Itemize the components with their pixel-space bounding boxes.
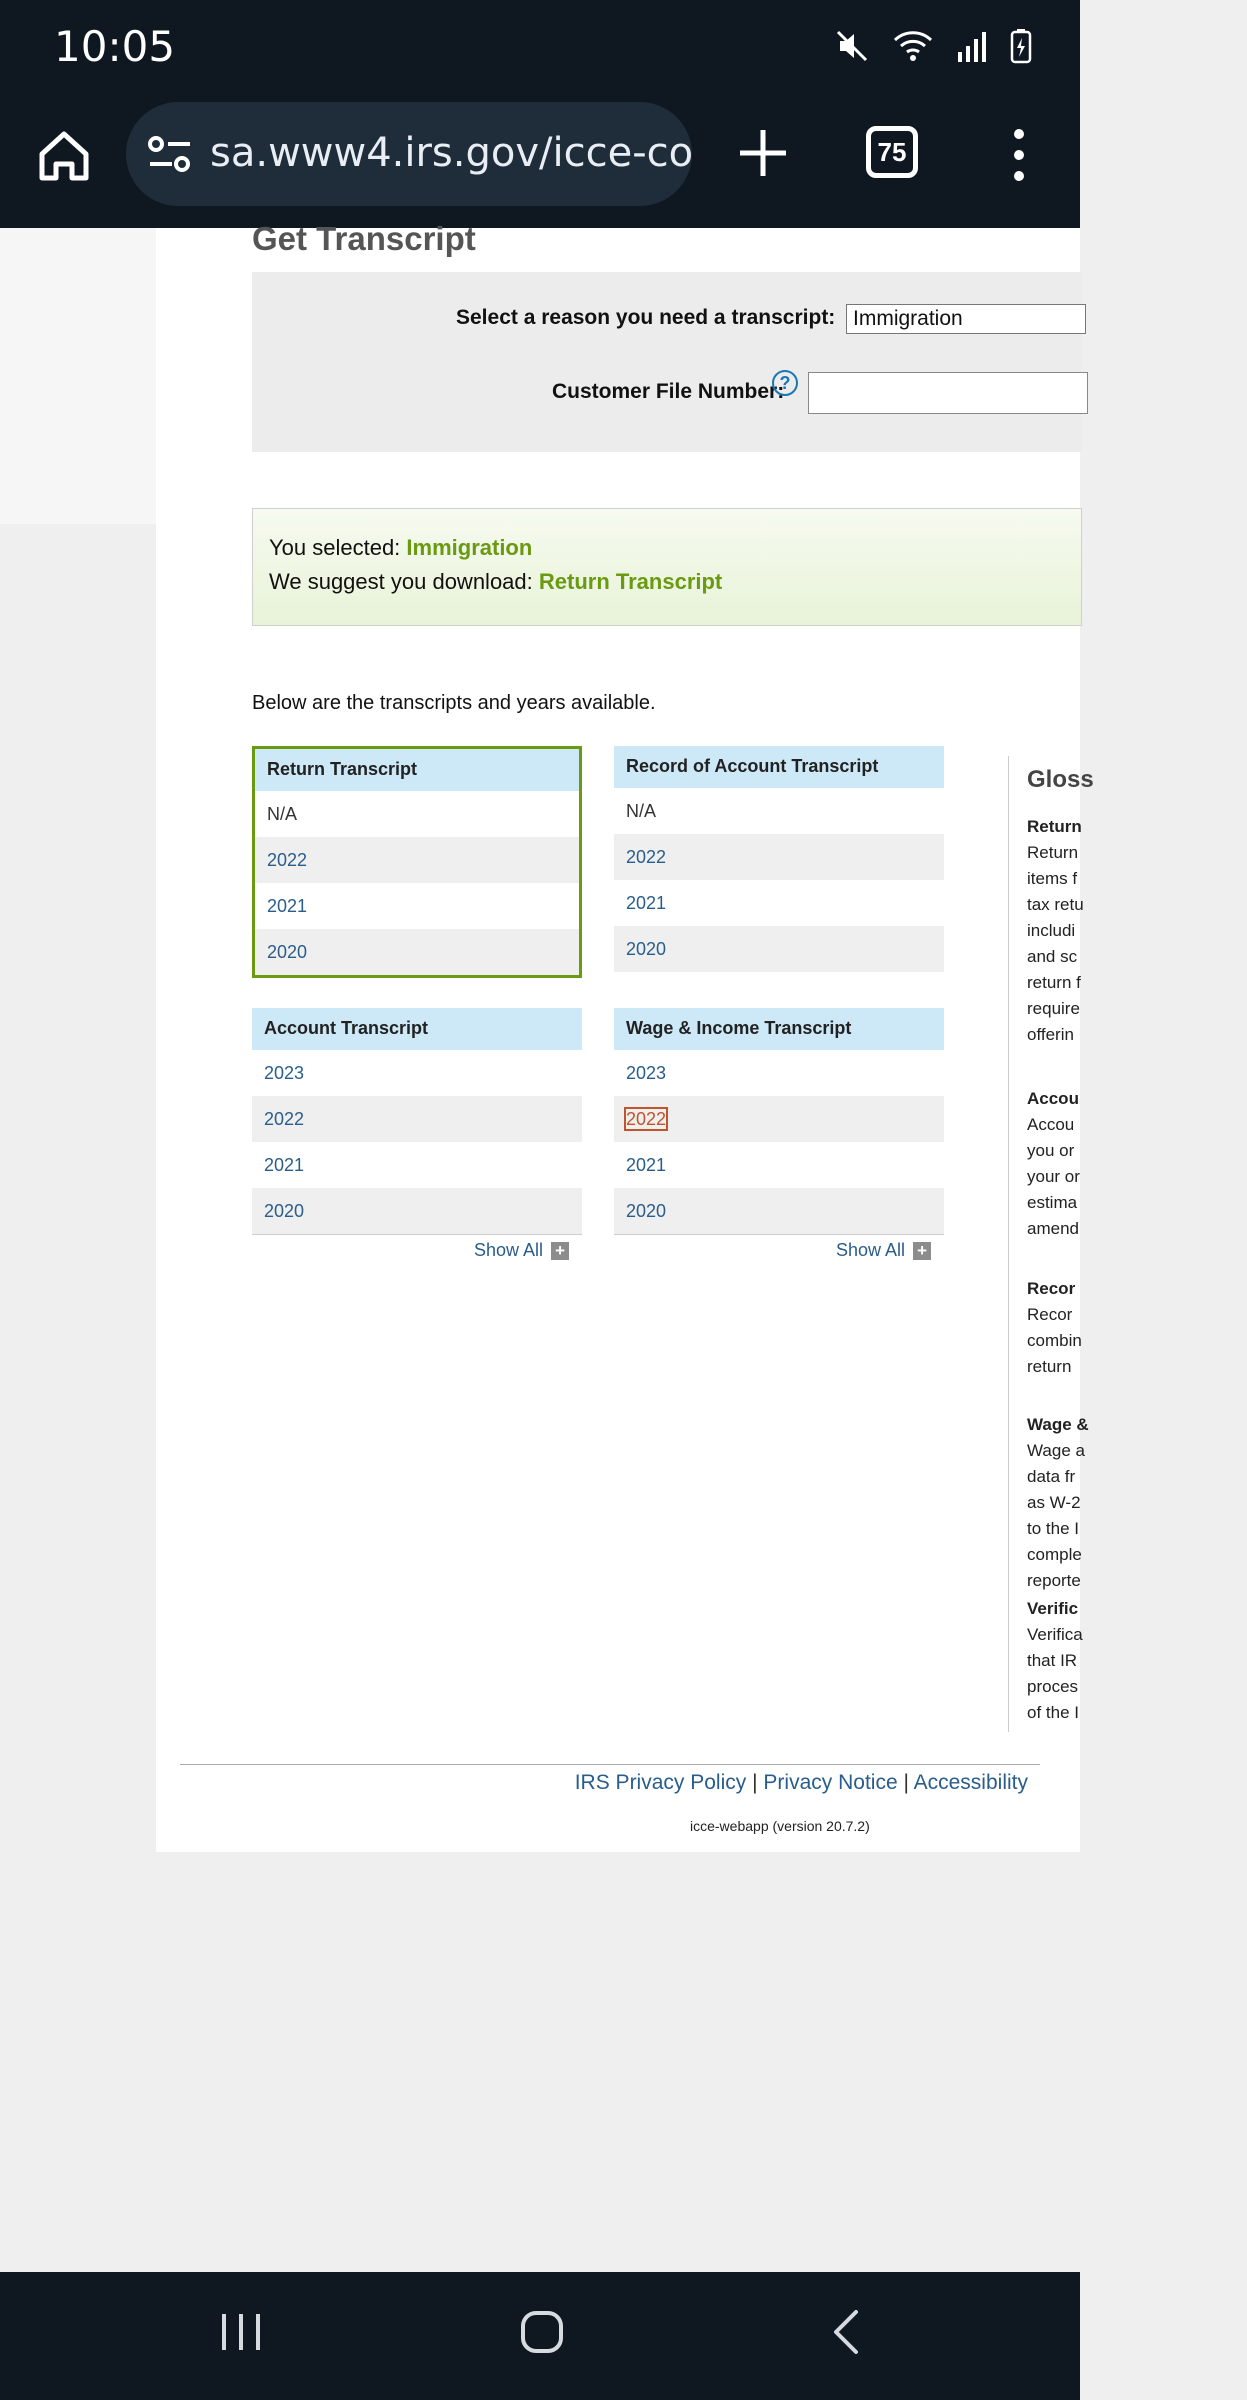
glossary-line: Recor <box>1027 1305 1073 1324</box>
glossary-line: data fr <box>1027 1467 1076 1486</box>
glossary-line: amend <box>1027 1219 1079 1238</box>
year-link[interactable]: 2022 <box>252 1096 582 1142</box>
reason-select[interactable]: Immigration <box>846 304 1086 334</box>
wage-show-all-button[interactable] <box>836 1240 931 1261</box>
more-options-icon[interactable] <box>1004 124 1034 186</box>
glossary-heading: Accou <box>1027 1089 1079 1108</box>
plus-box-icon: + <box>913 1242 931 1260</box>
card-title: Account Transcript <box>252 1008 582 1050</box>
left-gutter <box>0 228 156 524</box>
glossary-heading: Verific <box>1027 1599 1079 1618</box>
help-icon[interactable]: ? <box>772 370 798 396</box>
footer-divider <box>180 1764 1040 1765</box>
glossary-heading: Wage & <box>1027 1415 1089 1434</box>
glossary-line: that IR <box>1027 1651 1078 1670</box>
available-text: Below are the transcripts and years available. <box>252 692 656 714</box>
page-title: Get Transcript <box>252 220 476 257</box>
year-link-visited[interactable] <box>614 1096 944 1142</box>
transcript-form <box>252 272 1082 452</box>
glossary-line: you or <box>1027 1141 1075 1160</box>
home-button[interactable] <box>30 122 98 190</box>
selected-value: Immigration <box>406 535 533 560</box>
glossary-section <box>1027 1276 1247 1380</box>
glossary-heading: Recor <box>1027 1279 1076 1298</box>
year-link[interactable]: 2023 <box>626 1063 667 1083</box>
status-time: 10:05 <box>54 22 176 71</box>
battery-charging-icon <box>1010 28 1032 64</box>
year-link[interactable]: 2021 <box>264 1155 305 1175</box>
wifi-icon <box>892 28 934 64</box>
glossary-section <box>1027 814 1247 1048</box>
page-container <box>156 220 1094 1852</box>
footer-links <box>575 1771 1028 1795</box>
glossary-panel <box>1008 756 1094 1732</box>
suggest-line <box>269 569 722 595</box>
year-link-visited-text[interactable]: 2022 <box>626 1109 667 1129</box>
glossary-line: includi <box>1027 921 1076 940</box>
year-row: N/A <box>267 804 298 824</box>
year-link[interactable]: 2022 <box>255 837 579 883</box>
version-text: icce-webapp (version 20.7.2) <box>690 1818 870 1834</box>
glossary-line: offerin <box>1027 1025 1074 1044</box>
accessibility-link[interactable]: Accessibility <box>913 1771 1028 1794</box>
account-show-all-button[interactable] <box>474 1240 569 1261</box>
year-link[interactable]: 2020 <box>614 1188 944 1234</box>
suggestion-box <box>252 508 1082 626</box>
year-link[interactable]: 2020 <box>255 929 579 975</box>
year-link[interactable]: 2021 <box>626 1155 667 1175</box>
download-prefix: We suggest you download: <box>269 569 539 594</box>
glossary-line: estima <box>1027 1193 1078 1212</box>
account-transcript-card <box>252 1008 582 1235</box>
glossary-line: Wage a <box>1027 1441 1085 1460</box>
recent-apps-icon[interactable] <box>218 2308 264 2356</box>
card-title: Record of Account Transcript <box>614 746 944 788</box>
year-link[interactable]: 2020 <box>614 926 944 972</box>
return-transcript-card <box>252 746 582 978</box>
glossary-line: items f <box>1027 869 1078 888</box>
show-all-label: Show All <box>474 1240 544 1260</box>
status-icons <box>834 28 1032 64</box>
year-link[interactable]: 2020 <box>252 1188 582 1234</box>
year-link[interactable]: 2022 <box>614 834 944 880</box>
glossary-line: Return <box>1027 843 1079 862</box>
glossary-section <box>1027 1086 1247 1242</box>
show-all-label: Show All <box>836 1240 906 1260</box>
privacy-notice-link[interactable]: Privacy Notice <box>763 1771 898 1794</box>
glossary-line: proces <box>1027 1677 1079 1696</box>
glossary-line: Verifica <box>1027 1625 1083 1644</box>
url-text[interactable]: sa.www4.irs.gov/icce-co <box>210 130 694 176</box>
status-bar <box>0 0 1080 96</box>
glossary-line: combin <box>1027 1331 1082 1350</box>
home-icon <box>36 128 92 184</box>
selected-prefix: You selected: <box>269 535 407 560</box>
glossary-section <box>1027 1412 1247 1594</box>
glossary-line: require <box>1027 999 1080 1018</box>
glossary-line: your or <box>1027 1167 1080 1186</box>
glossary-line: reporte <box>1027 1571 1081 1590</box>
browser-toolbar <box>0 96 1080 228</box>
web-content <box>0 220 1094 2272</box>
glossary-line: of the I <box>1027 1703 1079 1722</box>
site-settings-icon[interactable] <box>146 132 194 176</box>
home-nav-icon[interactable] <box>518 2308 566 2356</box>
year-link[interactable]: 2023 <box>264 1063 305 1083</box>
signal-icon <box>956 28 988 64</box>
plus-box-icon: + <box>551 1242 569 1260</box>
card-title: Wage & Income Transcript <box>614 1008 944 1050</box>
glossary-line: as W-2 <box>1027 1493 1081 1512</box>
address-bar[interactable] <box>126 102 692 206</box>
back-icon[interactable] <box>826 2308 866 2356</box>
glossary-title: Gloss <box>1027 766 1094 793</box>
glossary-line: comple <box>1027 1545 1082 1564</box>
glossary-line: and sc <box>1027 947 1078 966</box>
footer-separator: | <box>903 1771 909 1794</box>
glossary-line: return f <box>1027 973 1081 992</box>
glossary-heading: Return <box>1027 817 1082 836</box>
glossary-line: return <box>1027 1357 1072 1376</box>
year-row: N/A <box>626 801 657 821</box>
record-of-account-card <box>614 746 944 972</box>
footer-separator: | <box>752 1771 758 1794</box>
reason-label: Select a reason you need a transcript: <box>456 306 836 329</box>
customer-file-number-label: Customer File Number: <box>552 380 785 403</box>
glossary-line: Accou <box>1027 1115 1075 1134</box>
privacy-policy-link[interactable]: IRS Privacy Policy <box>574 1771 747 1794</box>
glossary-line: tax retu <box>1027 895 1084 914</box>
year-link[interactable]: 2021 <box>267 896 308 916</box>
glossary-section <box>1027 1596 1247 1726</box>
download-value: Return Transcript <box>538 569 723 594</box>
mute-icon <box>834 28 870 64</box>
system-nav-bar <box>0 2272 1080 2400</box>
selected-line <box>269 535 532 561</box>
new-tab-icon[interactable] <box>732 122 794 184</box>
customer-file-number-input[interactable] <box>808 372 1088 414</box>
wage-income-card <box>614 1008 944 1235</box>
glossary-line: to the I <box>1027 1519 1079 1538</box>
card-title: Return Transcript <box>255 749 579 791</box>
year-link[interactable]: 2021 <box>626 893 667 913</box>
tab-switcher-button[interactable]: 75 <box>866 126 918 178</box>
